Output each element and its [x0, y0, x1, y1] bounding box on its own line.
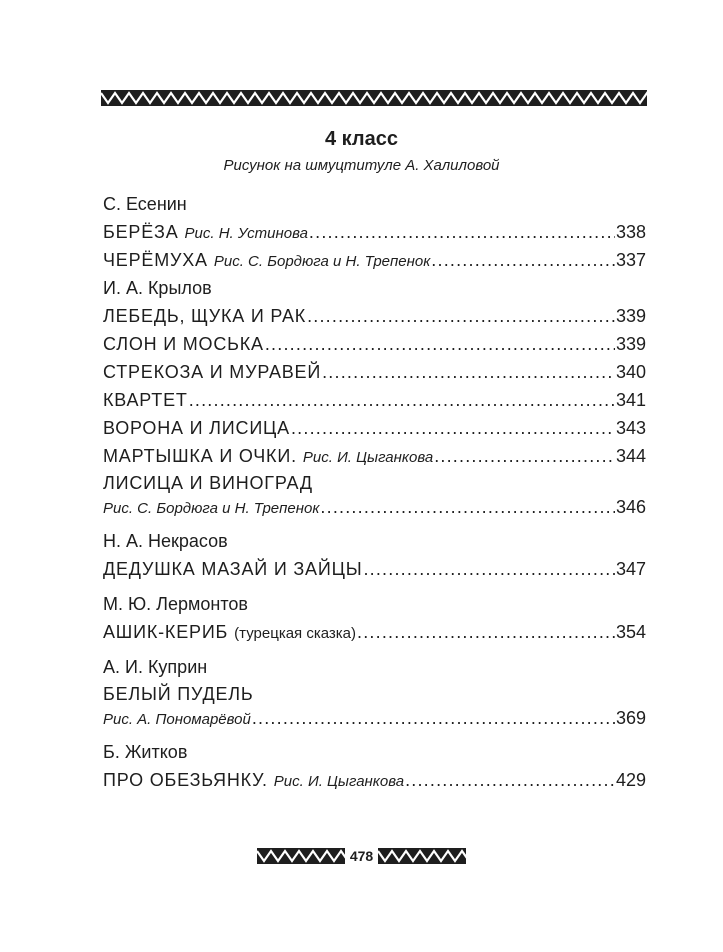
- entry-title: ЛЕБЕДЬ, ЩУКА И РАК: [103, 306, 307, 326]
- toc-entry[interactable]: [103, 246, 646, 274]
- author-name: И. А. Крылов: [103, 278, 212, 298]
- page-number: 369: [615, 708, 646, 728]
- author-name: Н. А. Некрасов: [103, 531, 228, 551]
- toc-entry[interactable]: [103, 414, 646, 442]
- page-number: 343: [615, 418, 646, 438]
- page-number: 340: [615, 362, 646, 382]
- entry-title: БЕРЁЗА: [103, 222, 179, 242]
- dot-leader: [307, 302, 615, 330]
- top-ornament-border: [101, 90, 647, 106]
- toc-entry[interactable]: [103, 442, 646, 470]
- entry-title: СЛОН И МОСЬКА: [103, 334, 264, 354]
- toc-entry[interactable]: [103, 470, 646, 520]
- toc-entry[interactable]: [103, 218, 646, 246]
- dot-leader: [357, 618, 615, 646]
- entry-title: ВОРОНА И ЛИСИЦА: [103, 418, 290, 438]
- dot-leader: [189, 386, 615, 414]
- entry-title: СТРЕКОЗА И МУРАВЕЙ: [103, 362, 322, 382]
- dot-leader: [320, 496, 615, 518]
- illustrator-note: Рис. Н. Устинова: [184, 225, 308, 242]
- toc-entry[interactable]: [103, 555, 646, 583]
- toc-entry[interactable]: [103, 766, 646, 794]
- entry-title: ЧЕРЁМУХА: [103, 250, 208, 270]
- illustrator-note: Рис. И. Цыганкова: [302, 449, 434, 466]
- toc-entry[interactable]: [103, 330, 646, 358]
- page-number: 337: [615, 250, 646, 270]
- author-name: С. Есенин: [103, 194, 187, 214]
- author-name: А. И. Куприн: [103, 657, 208, 677]
- frontispiece-credit: Рисунок на шмуцтитуле А. Халиловой: [223, 157, 500, 174]
- table-of-contents: [103, 190, 646, 794]
- entry-title: ДЕДУШКА МАЗАЙ И ЗАЙЦЫ: [103, 559, 363, 579]
- dot-leader: [363, 555, 615, 583]
- toc-entry[interactable]: [103, 386, 646, 414]
- entry-subtitle: (турецкая сказка): [234, 625, 357, 642]
- entry-title: АШИК-КЕРИБ: [103, 622, 229, 642]
- entry-title: ЛИСИЦА И ВИНОГРАД: [103, 473, 313, 493]
- page-number: 429: [615, 770, 646, 790]
- dot-leader: [265, 330, 615, 358]
- page-number: 339: [615, 334, 646, 354]
- dot-leader: [309, 218, 615, 246]
- page-number: 341: [615, 390, 646, 410]
- dot-leader: [322, 358, 615, 386]
- illustrator-note: Рис. С. Бордюга и Н. Трепенок: [213, 253, 431, 270]
- page-number: 347: [615, 559, 646, 579]
- dot-leader: [291, 414, 615, 442]
- author-name: М. Ю. Лермонтов: [103, 594, 248, 614]
- toc-entry[interactable]: [103, 618, 646, 646]
- toc-entry[interactable]: [103, 681, 646, 731]
- footer-ornament-left: [257, 848, 345, 864]
- illustrator-note: Рис. С. Бордюга и Н. Трепенок: [103, 500, 320, 517]
- illustrator-note: Рис. А. Пономарёвой: [103, 711, 251, 728]
- dot-leader: [431, 246, 615, 274]
- toc-entry[interactable]: [103, 358, 646, 386]
- page-number: 339: [615, 306, 646, 326]
- entry-title: КВАРТЕТ: [103, 390, 188, 410]
- entry-title: ПРО ОБЕЗЬЯНКУ.: [103, 770, 268, 790]
- dot-leader: [405, 766, 615, 794]
- page-number: 344: [615, 446, 646, 466]
- page-number: 354: [615, 622, 646, 642]
- class-heading: 4 класс: [324, 128, 398, 150]
- page-number: 346: [615, 497, 646, 517]
- folio-page-number: 478: [349, 848, 374, 864]
- page-number: 338: [615, 222, 646, 242]
- footer-ornament-right: [378, 848, 466, 864]
- dot-leader: [252, 707, 615, 729]
- author-name: Б. Житков: [103, 742, 188, 762]
- entry-title: МАРТЫШКА И ОЧКИ.: [103, 446, 297, 466]
- illustrator-note: Рис. И. Цыганкова: [273, 773, 405, 790]
- dot-leader: [434, 442, 615, 470]
- toc-entry[interactable]: [103, 302, 646, 330]
- entry-title: БЕЛЫЙ ПУДЕЛЬ: [103, 684, 254, 704]
- page-footer: [0, 848, 723, 864]
